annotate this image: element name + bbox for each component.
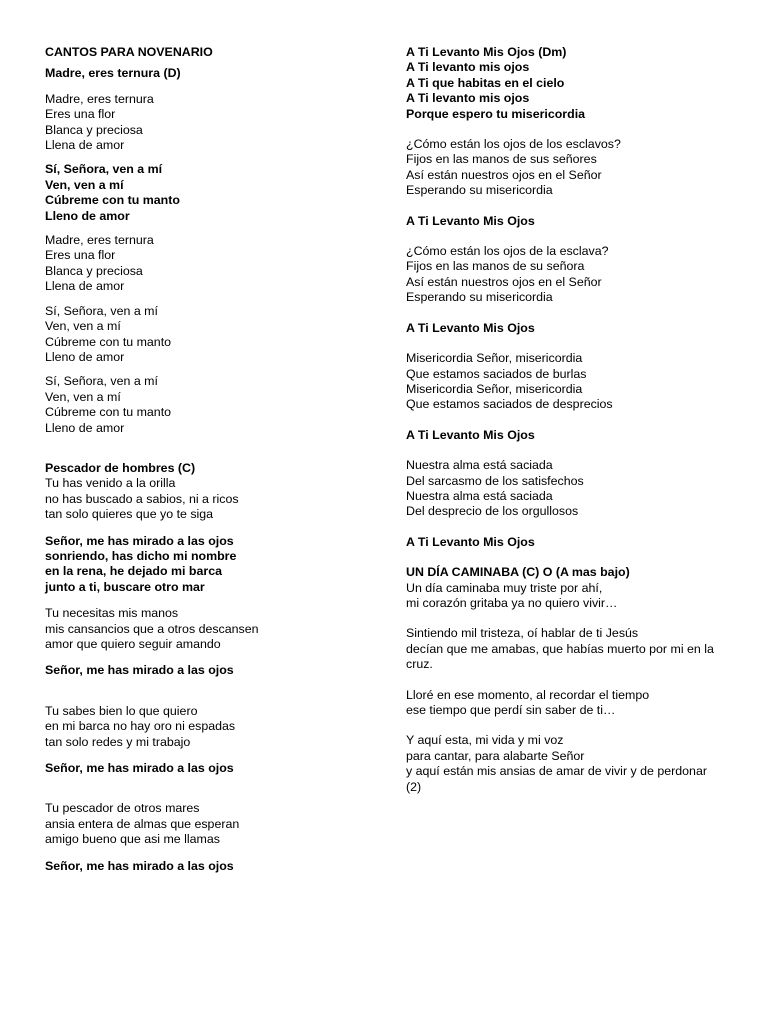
lyric-line: Blanca y preciosa <box>45 122 143 137</box>
lyric-heading-block <box>45 461 365 476</box>
lyric-heading-block <box>406 565 751 580</box>
lyric-verse-block <box>45 606 365 652</box>
lyric-verse-block <box>45 374 365 436</box>
lyric-heading-block <box>45 45 365 60</box>
lyric-line: Eres una flor <box>45 248 116 263</box>
lyric-line: A Ti Levanto Mis Ojos <box>406 320 535 335</box>
lyric-line: ¿Cómo están los ojos de los esclavos? <box>406 137 621 152</box>
lyric-verse-block <box>406 688 751 719</box>
lyric-line: Madre, eres ternura <box>45 91 154 106</box>
lyric-heading-block <box>45 66 365 81</box>
lyric-heading-block <box>406 321 751 336</box>
lyric-line: Llena de amor <box>45 138 125 153</box>
lyric-line: Llena de amor <box>45 279 125 294</box>
lyric-line: amigo bueno que asi me llamas <box>45 832 220 847</box>
lyric-line: Sí, Señora, ven a mí <box>45 374 158 389</box>
lyric-line: Misericordia Señor, misericordia <box>406 381 583 396</box>
lyric-verse-block <box>406 137 751 199</box>
lyric-line: Tu sabes bien lo que quiero <box>45 703 198 718</box>
lyric-line: Pescador de hombres (C) <box>45 460 196 475</box>
lyric-line: Que estamos saciados de desprecios <box>406 397 613 412</box>
lyric-line: Madre, eres ternura <box>45 233 154 248</box>
lyric-heading-block <box>406 535 751 550</box>
lyric-line: sonriendo, has dicho mi nombre <box>45 548 237 563</box>
lyric-line: Un día caminaba muy triste por ahí, <box>406 580 603 595</box>
lyric-line: Del desprecio de los orgullosos <box>406 504 579 519</box>
lyric-verse-block <box>45 233 365 295</box>
lyric-line: ansia entera de almas que esperan <box>45 816 240 831</box>
lyric-line: Y aquí esta, mi vida y mi voz <box>406 733 564 748</box>
lyric-line: Esperando su misericordia <box>406 290 553 305</box>
lyric-verse-block <box>45 92 365 154</box>
lyric-line: Eres una flor <box>45 107 116 122</box>
left-column <box>45 45 365 874</box>
lyric-line: Cúbreme con tu manto <box>45 193 180 208</box>
lyric-line: en mi barca no hay oro ni espadas <box>45 719 236 734</box>
lyric-verse-block <box>45 704 365 750</box>
lyric-verse-block <box>406 244 751 306</box>
lyric-line: Así están nuestros ojos en el Señor <box>406 167 602 182</box>
lyric-verse-block <box>406 733 751 795</box>
lyric-line: Blanca y preciosa <box>45 263 143 278</box>
lyric-verse-block <box>406 626 751 672</box>
lyric-line: Nuestra alma está saciada <box>406 488 553 503</box>
lyric-line: Ven, ven a mí <box>45 319 121 334</box>
lyric-heading-block <box>45 162 365 224</box>
lyric-line: y aquí están mis ansias de amar de vivir y de perdonar <box>406 764 707 779</box>
lyric-line: Fijos en las manos de sus señores <box>406 152 597 167</box>
lyric-line: Que estamos saciados de burlas <box>406 366 587 381</box>
lyric-line: Lleno de amor <box>45 208 130 223</box>
lyric-heading-block <box>45 534 365 596</box>
lyric-heading-block <box>45 761 365 776</box>
lyric-line: tan solo redes y mi trabajo <box>45 734 191 749</box>
lyric-line: Tu has venido a la orilla <box>45 476 176 491</box>
lyric-line: A Ti Levanto Mis Ojos <box>406 534 535 549</box>
lyric-line: Lloré en ese momento, al recordar el tiempo <box>406 687 650 702</box>
lyric-line: Lleno de amor <box>45 349 125 364</box>
lyric-line: (2) <box>406 779 422 794</box>
lyric-line: tan solo quieres que yo te siga <box>45 507 214 522</box>
lyric-verse-block <box>406 458 751 520</box>
lyric-line: Sí, Señora, ven a mí <box>45 303 158 318</box>
lyric-line: Porque espero tu misericordia <box>406 106 586 121</box>
lyric-line: amor que quiero seguir amando <box>45 637 221 651</box>
lyric-line: junto a ti, buscare otro mar <box>45 579 205 594</box>
lyric-verse-block <box>406 351 751 413</box>
lyric-line: en la rena, he dejado mi barca <box>45 564 222 579</box>
lyric-heading-block <box>406 428 751 443</box>
lyric-line: para cantar, para alabarte Señor <box>406 748 585 763</box>
lyric-verse-block <box>45 304 365 366</box>
lyric-line: Madre, eres ternura (D) <box>45 66 181 81</box>
lyric-line: A Ti Levanto Mis Ojos (Dm) <box>406 45 567 59</box>
lyric-line: A Ti levanto mis ojos <box>406 91 530 106</box>
lyric-line: Ven, ven a mí <box>45 177 124 192</box>
lyric-line: Tu necesitas mis manos <box>45 606 179 621</box>
lyric-line: mis cansancios que a otros descansen <box>45 621 259 636</box>
lyric-line: Nuestra alma está saciada <box>406 458 553 473</box>
lyric-line: CANTOS PARA NOVENARIO <box>45 45 213 59</box>
lyric-line: Misericordia Señor, misericordia <box>406 351 583 366</box>
lyric-line: Cúbreme con tu manto <box>45 405 172 420</box>
lyric-heading-block <box>45 859 365 874</box>
lyric-verse-block <box>45 801 365 847</box>
lyric-line: ¿Cómo están los ojos de la esclava? <box>406 244 609 259</box>
lyric-heading-block <box>406 214 751 229</box>
lyric-line: Tu pescador de otros mares <box>45 801 200 816</box>
lyric-line: Del sarcasmo de los satisfechos <box>406 473 584 488</box>
lyric-line: Señor, me has mirado a las ojos <box>45 858 234 873</box>
lyric-line: Lleno de amor <box>45 420 125 435</box>
lyric-verse-block <box>45 476 365 522</box>
lyric-line: Cúbreme con tu manto <box>45 334 172 349</box>
lyric-line: cruz. <box>406 657 433 672</box>
lyric-line: mi corazón gritaba ya no quiero vivir… <box>406 595 618 610</box>
lyric-line: Así están nuestros ojos en el Señor <box>406 274 602 289</box>
lyric-line: A Ti Levanto Mis Ojos <box>406 427 535 442</box>
lyric-line: UN DÍA CAMINABA (C) O (A mas bajo) <box>406 565 630 580</box>
lyric-line: Esperando su misericordia <box>406 183 553 198</box>
lyric-line: A Ti Levanto Mis Ojos <box>406 213 535 228</box>
lyric-heading-block <box>45 663 365 678</box>
lyric-line: Ven, ven a mí <box>45 389 121 404</box>
lyric-line: Sintiendo mil tristeza, oí hablar de ti Jesús <box>406 626 639 641</box>
right-column <box>406 45 751 795</box>
lyric-line: A Ti que habitas en el cielo <box>406 75 565 90</box>
lyric-line: Señor, me has mirado a las ojos <box>45 663 234 678</box>
lyric-heading-block <box>406 45 751 122</box>
lyric-line: ese tiempo que perdí sin saber de ti… <box>406 703 616 717</box>
lyric-line: decían que me amabas, que habías muerto por mi en la <box>406 641 714 656</box>
lyric-line: Señor, me has mirado a las ojos <box>45 533 234 548</box>
lyric-line: Fijos en las manos de su señora <box>406 259 585 274</box>
lyric-line: A Ti levanto mis ojos <box>406 60 530 75</box>
lyric-line: Sí, Señora, ven a mí <box>45 162 163 177</box>
lyric-verse-block <box>406 581 751 612</box>
lyric-line: Señor, me has mirado a las ojos <box>45 761 234 776</box>
lyric-line: no has buscado a sabios, ni a ricos <box>45 491 239 506</box>
